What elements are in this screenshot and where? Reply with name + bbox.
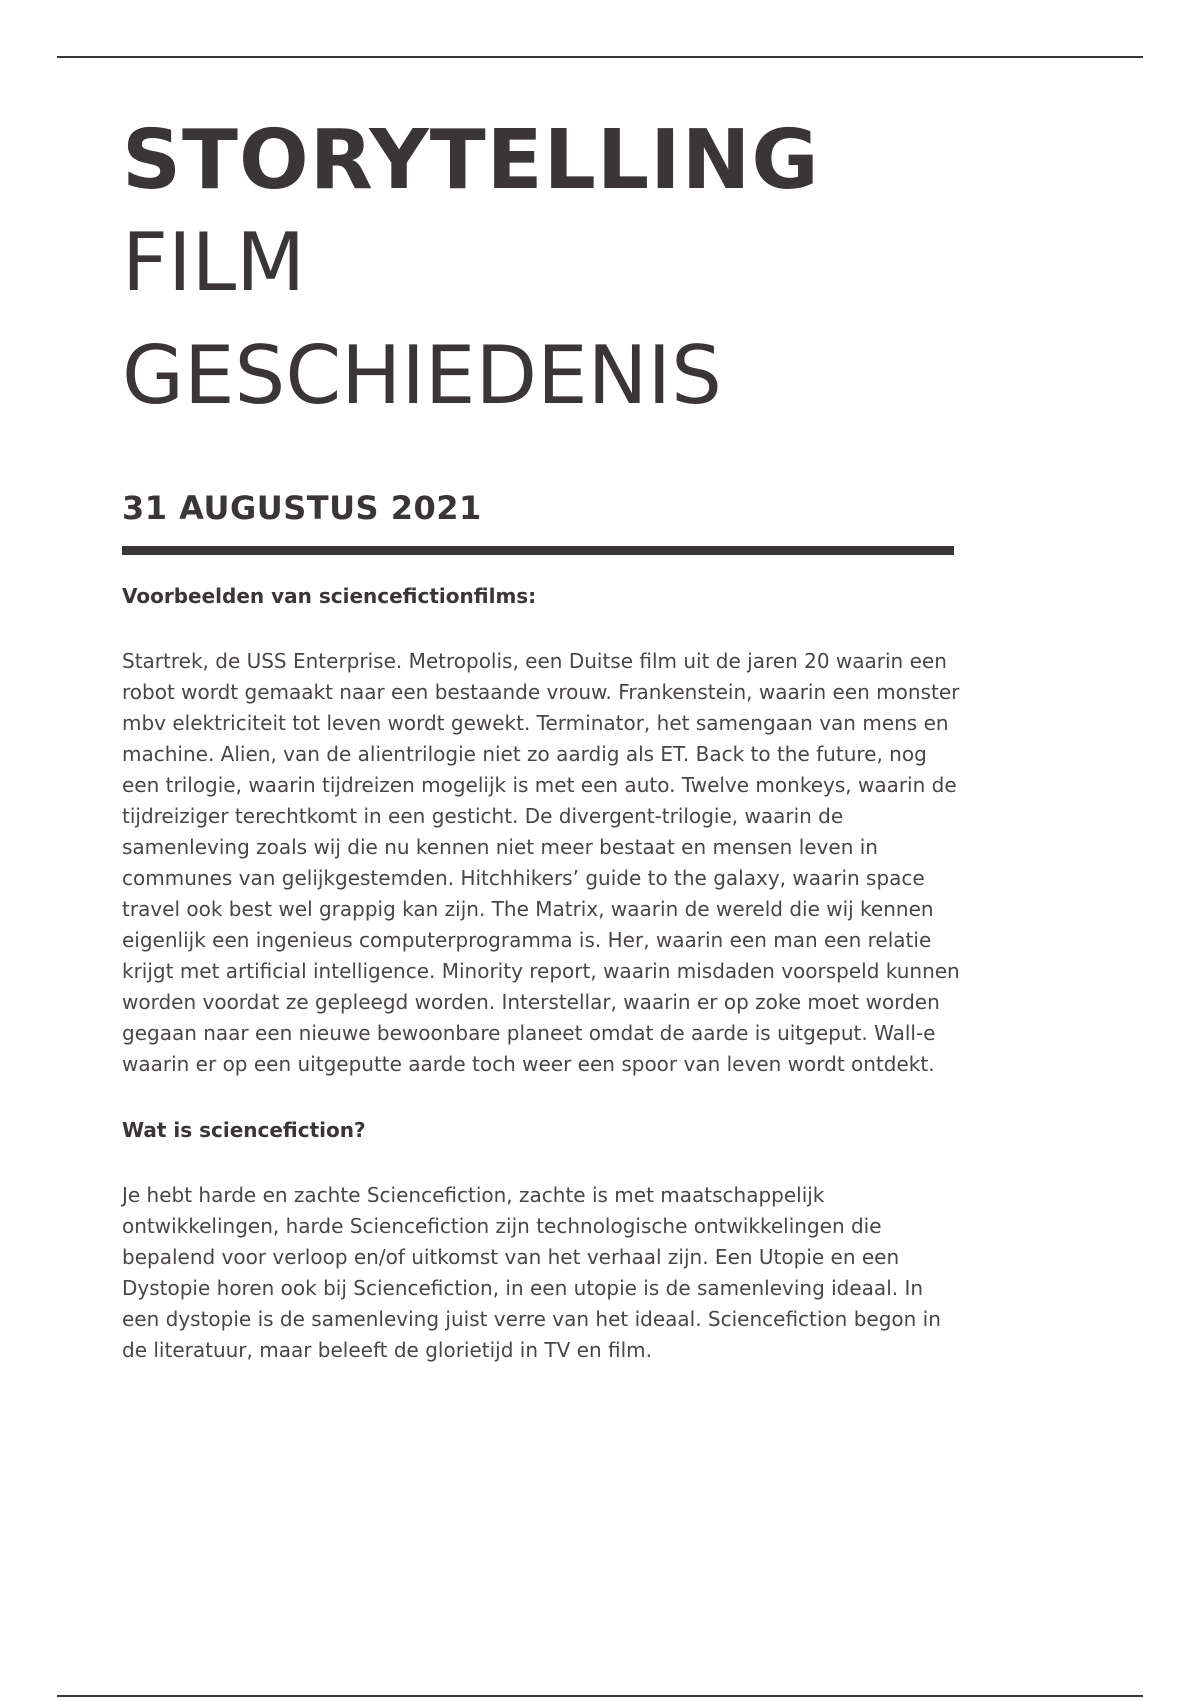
section-paragraph-definition: Je hebt harde en zachte Sciencefiction, zachte is met maatschappelijk ontwikkelingen, harde Sciencefiction zijn technologische ontwikkelingen die bepalend voor verloop en/of uitkomst van het verhaal zijn. Een Utopie en een Dystopie horen ook bij Sciencefiction, in een utopie is de samenleving ideaal. In een dystopie is de samenleving juist verre van het ideaal. Sciencefiction begon in de literatuur, maar beleeft de glorietijd in TV en film. xyxy=(122,1183,941,1362)
section-heading-examples: Voorbeelden van sciencefictionfilms: xyxy=(122,584,537,608)
document-date: 31 AUGUSTUS 2021 xyxy=(122,489,482,527)
title-film: FILM xyxy=(122,216,306,309)
section-paragraph-examples: Startrek, de USS Enterprise. Metropolis, een Duitse film uit de jaren 20 waarin een robot wordt gemaakt naar een bestaande vrouw. Frankenstein, waarin een monster mbv elektriciteit tot leven wordt gewekt. Terminator, het samengaan van mens en machine. Alien, van de alientrilogie niet zo aardig als ET. Back to the future, nog een trilogie, waarin tijdreizen mogelijk is met een auto. Twelve monkeys, waarin de tijdreiziger terechtkomt in een gesticht. De divergent-trilogie, waarin de samenleving zoals wij die nu kennen niet meer bestaat en mensen leven in communes van gelijkgestemden. Hitchhikers’ guide to the galaxy, waarin space travel ook best wel grappig kan zijn. The Matrix, waarin de wereld die wij kennen eigenlijk een ingenieus computerprogramma is. Her, waarin een man een relatie krijgt met artificial intelligence. Minority report, waarin misdaden voorspeld kunnen worden voordat ze gepleegd worden. Interstellar, waarin er op zoke moet worden gegaan naar een nieuwe bewoonbare planeet omdat de aarde is uitgeput. Wall-e waarin er op een uitgeputte aarde toch weer een spoor van leven wordt ontdekt. xyxy=(122,649,960,1076)
top-rule xyxy=(57,56,1143,58)
title-geschiedenis: GESCHIEDENIS xyxy=(122,329,722,422)
date-divider xyxy=(122,546,954,555)
bottom-rule xyxy=(57,1695,1143,1697)
document-title xyxy=(122,112,962,436)
section-heading-definition: Wat is sciencefiction? xyxy=(122,1118,366,1142)
document-body xyxy=(122,580,962,1366)
title-storytelling: STORYTELLING xyxy=(122,113,820,208)
